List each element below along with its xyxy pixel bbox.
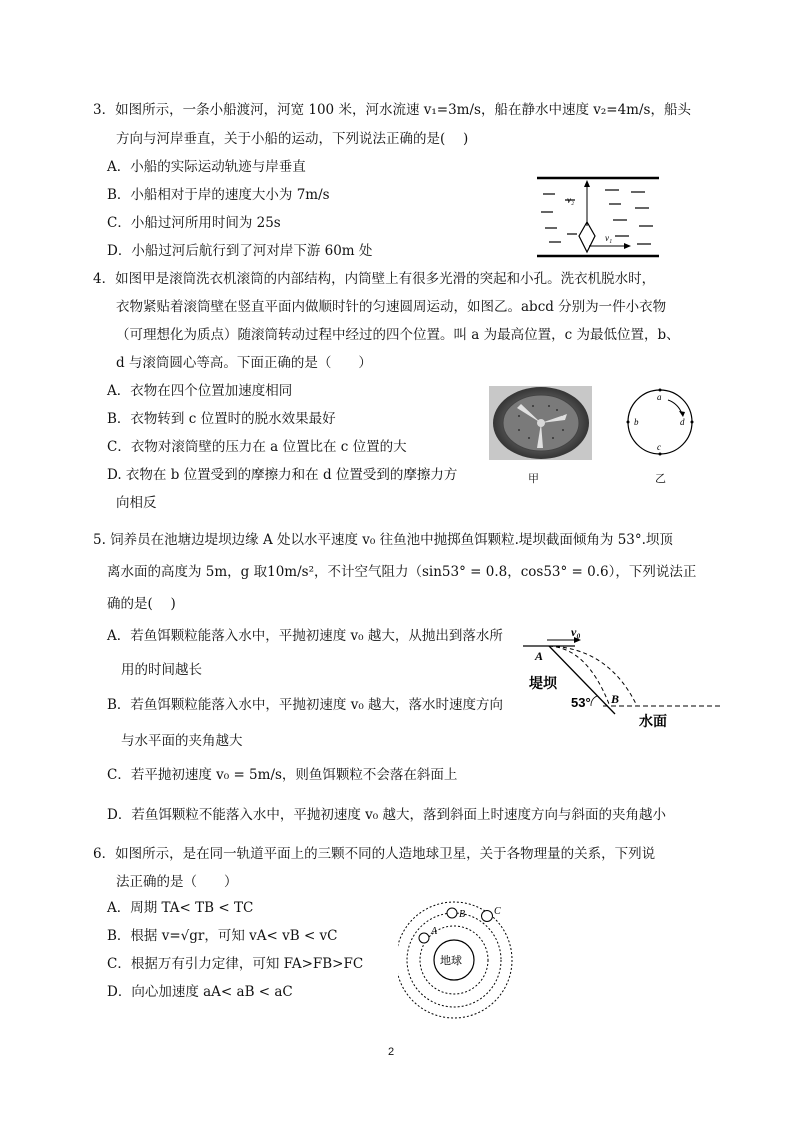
- satellite-a: [419, 933, 429, 943]
- earth-label: 地球: [440, 954, 462, 967]
- q5-stem-line-3: 确的是( ): [107, 596, 176, 612]
- q4-option-d: D. 衣物在 b 位置受到的摩擦力和在 d 位置受到的摩擦力方: [107, 467, 458, 483]
- point-b-label: b: [634, 417, 639, 427]
- q5-stem-line-1: 5. 饲养员在池塘边堤坝边缘 A 处以水平速度 v₀ 往鱼池中抛掷鱼饵颗粒.堤坝截面倾角为 53°.坝顶: [93, 532, 673, 548]
- water-label: 水面: [639, 714, 667, 730]
- v1-label: v₁: [605, 233, 613, 243]
- q6-satellite-orbits-figure: [398, 896, 528, 1026]
- v2-arrowhead: [584, 180, 590, 187]
- q5-option-a-line-2: 用的时间越长: [121, 662, 202, 678]
- q4-circle-abcd-figure: [622, 384, 698, 460]
- figure-label-yi: 乙: [655, 472, 666, 485]
- q4-stem-line-2: 衣物紧贴着滚筒壁在竖直平面内做顺时针的匀速圆周运动，如图乙。abcd 分别为一件小衣物: [116, 299, 667, 315]
- figure-label-jia: 甲: [528, 472, 539, 485]
- q5-option-a-line-1: A．若鱼饵颗粒能落入水中，平抛初速度 v₀ 越大，从抛出到落水所: [107, 628, 503, 644]
- point-a-label: A: [535, 649, 544, 663]
- q4-stem-line-4: d 与滚筒圆心等高。下面正确的是（ ）: [116, 355, 372, 371]
- q3-option-b: B．小船相对于岸的速度大小为 7m/s: [107, 187, 330, 203]
- q5-dam-projectile-figure: [517, 622, 727, 732]
- q6-stem-line-2: 法正确的是（ ）: [116, 874, 238, 890]
- v2-label: v₂: [567, 195, 575, 205]
- point-c-label: c: [657, 442, 661, 452]
- q6-stem-line-1: 6．如图所示，是在同一轨道平面上的三颗不同的人造地球卫星，关于各物理量的关系，下列说: [93, 846, 656, 862]
- q3-stem-line-2: 方向与河岸垂直，关于小船的运动，下列说法正确的是( ): [116, 131, 469, 147]
- trajectory-2: [549, 646, 637, 706]
- q6-option-b: B．根据 v=√gr，可知 vA< vB < vC: [107, 928, 338, 944]
- v0-label: v₀: [571, 625, 581, 639]
- satellite-b-label: B: [459, 909, 466, 920]
- q4-option-b: B．衣物转到 c 位置时的脱水效果最好: [107, 411, 336, 427]
- v1-arrowhead: [624, 243, 631, 249]
- q3-option-c: C．小船过河所用时间为 25s: [107, 215, 281, 231]
- q5-option-b-line-1: B．若鱼饵颗粒能落入水中，平抛初速度 v₀ 越大，落水时速度方向: [107, 697, 504, 713]
- q6-option-a: A．周期 TA< TB < TC: [107, 900, 254, 916]
- satellite-c-label: C: [494, 906, 501, 917]
- point-d-label: d: [680, 417, 685, 427]
- river-flow-dashes: [541, 190, 653, 244]
- satellite-a-label: A: [431, 926, 438, 937]
- q6-option-d: D．向心加速度 aA< aB < aC: [107, 984, 293, 1000]
- q4-stem-line-1: 4．如图甲是滚筒洗衣机滚筒的内部结构，内筒壁上有很多光滑的突起和小孔。洗衣机脱水时，: [93, 271, 656, 287]
- angle-label: 53°: [571, 695, 591, 710]
- q5-option-d: D．若鱼饵颗粒不能落入水中，平抛初速度 v₀ 越大，落到斜面上时速度方向与斜面的夹角越小: [107, 807, 666, 823]
- q5-option-c: C．若平抛初速度 v₀ = 5m/s，则鱼饵颗粒不会落在斜面上: [107, 767, 458, 783]
- q5-stem-line-2: 离水面的高度为 5m，g 取10m/s²，不计空气阻力（sin53° = 0.8，cos53° = 0.6），下列说法正: [107, 564, 697, 580]
- q3-option-a: A．小船的实际运动轨迹与岸垂直: [107, 159, 306, 175]
- q4-stem-line-3: （可理想化为质点）随滚筒转动过程中经过的四个位置。叫 a 为最高位置，c 为最低位置，b、: [116, 327, 680, 343]
- boat-shape: [579, 222, 595, 252]
- q4-option-d-continued: 向相反: [116, 495, 157, 511]
- q4-option-a: A．衣物在四个位置加速度相同: [107, 383, 293, 399]
- point-a-label: a: [657, 392, 662, 402]
- satellite-c: [482, 911, 493, 922]
- page-number: 2: [388, 1046, 395, 1058]
- point-b-label: B: [611, 692, 620, 706]
- satellite-b: [447, 908, 457, 918]
- q3-stem-line-1: 3．如图所示，一条小船渡河，河宽 100 米，河水流速 v₁=3m/s，船在静水中速度 v₂=4m/s，船头: [93, 102, 691, 118]
- q3-river-boat-figure: [535, 170, 665, 260]
- q3-option-d: D．小船过河后航行到了河对岸下游 60m 处: [107, 243, 373, 259]
- q5-option-b-line-2: 与水平面的夹角越大: [121, 733, 243, 749]
- q6-option-c: C．根据万有引力定律，可知 FA>FB>FC: [107, 956, 364, 972]
- q4-washing-drum-photo: [489, 386, 592, 460]
- q4-option-c: C．衣物对滚筒壁的压力在 a 位置比在 c 位置的大: [107, 439, 407, 455]
- dam-label: 堤坝: [529, 676, 557, 692]
